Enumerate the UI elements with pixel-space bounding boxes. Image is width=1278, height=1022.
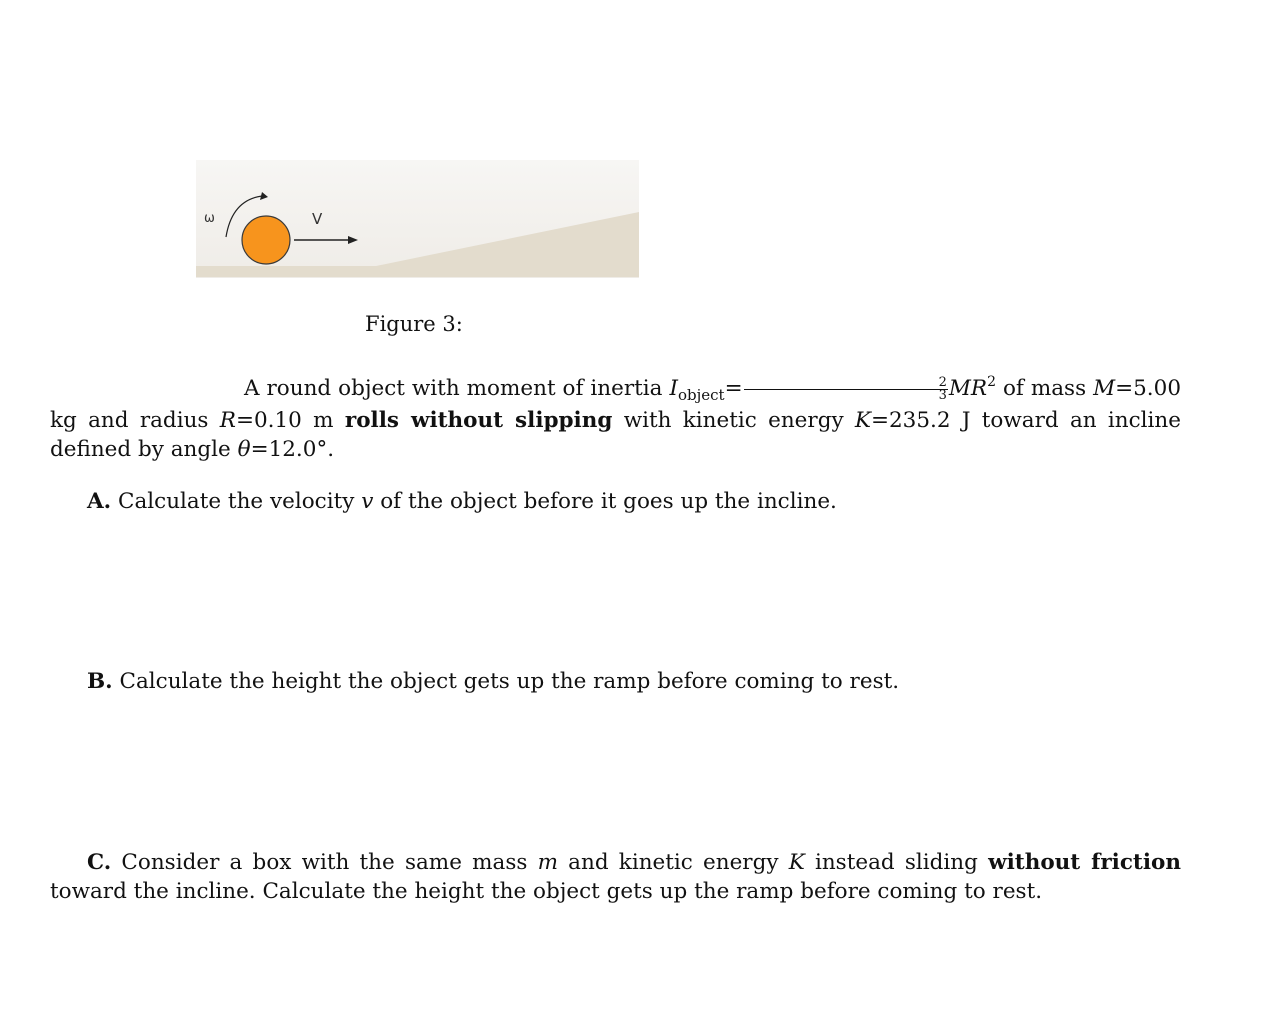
fraction-numerator: 2 bbox=[744, 377, 948, 390]
mass-symbol: m bbox=[537, 850, 558, 875]
question-c-text: and kinetic energy bbox=[557, 850, 789, 875]
question-a bbox=[87, 489, 837, 514]
question-a-label: A. bbox=[87, 489, 112, 514]
fraction bbox=[744, 374, 948, 403]
inertia-symbol: I bbox=[669, 376, 678, 401]
question-b bbox=[87, 669, 899, 694]
question-a-text: of the object before it goes up the incline. bbox=[373, 489, 837, 514]
mr-exponent: 2 bbox=[987, 374, 996, 390]
question-c-text: toward the incline. Calculate the height the object gets up the ramp before coming to rest. bbox=[50, 879, 1043, 904]
intro-text: =235.2 J toward an incline defined by angle bbox=[50, 408, 1182, 462]
incline-figure bbox=[196, 160, 639, 278]
problem-statement bbox=[50, 374, 1181, 464]
intro-text: =12.0°. bbox=[250, 437, 335, 462]
fraction-denominator: 3 bbox=[938, 387, 947, 403]
figure-caption: Figure 3: bbox=[365, 312, 463, 336]
v-label: V bbox=[312, 210, 323, 228]
question-c-label: C. bbox=[87, 850, 112, 875]
question-c bbox=[50, 848, 1181, 906]
kinetic-energy-symbol: K bbox=[854, 408, 871, 433]
inertia-subscript: object bbox=[677, 386, 725, 404]
question-a-text: Calculate the velocity bbox=[111, 489, 362, 514]
question-b-text: Calculate the height the object gets up the ramp before coming to rest. bbox=[112, 669, 900, 694]
question-c-text: Consider a box with the same mass bbox=[111, 850, 538, 875]
intro-text: A round object with moment of inertia bbox=[244, 376, 670, 401]
omega-label: ω bbox=[204, 211, 215, 226]
velocity-symbol: v bbox=[361, 489, 374, 514]
angle-symbol: θ bbox=[237, 437, 251, 462]
intro-text: =0.10 m bbox=[235, 408, 345, 433]
intro-text: = bbox=[724, 376, 743, 401]
question-c-text: instead sliding bbox=[804, 850, 989, 875]
emphasis-frictionless: without friction bbox=[988, 850, 1181, 875]
mr-symbol: MR bbox=[948, 376, 988, 401]
mass-symbol: M bbox=[1093, 376, 1116, 401]
radius-symbol: R bbox=[219, 408, 236, 433]
emphasis-rolling: rolls without slipping bbox=[344, 408, 613, 433]
rolling-ball bbox=[242, 216, 290, 264]
intro-text: with kinetic energy bbox=[612, 408, 855, 433]
intro-text: of mass bbox=[995, 376, 1094, 401]
kinetic-energy-symbol: K bbox=[788, 850, 805, 875]
question-b-label: B. bbox=[87, 669, 113, 694]
incline-diagram bbox=[196, 160, 639, 278]
intro-text: =5.00 kg and radius bbox=[50, 376, 1181, 433]
